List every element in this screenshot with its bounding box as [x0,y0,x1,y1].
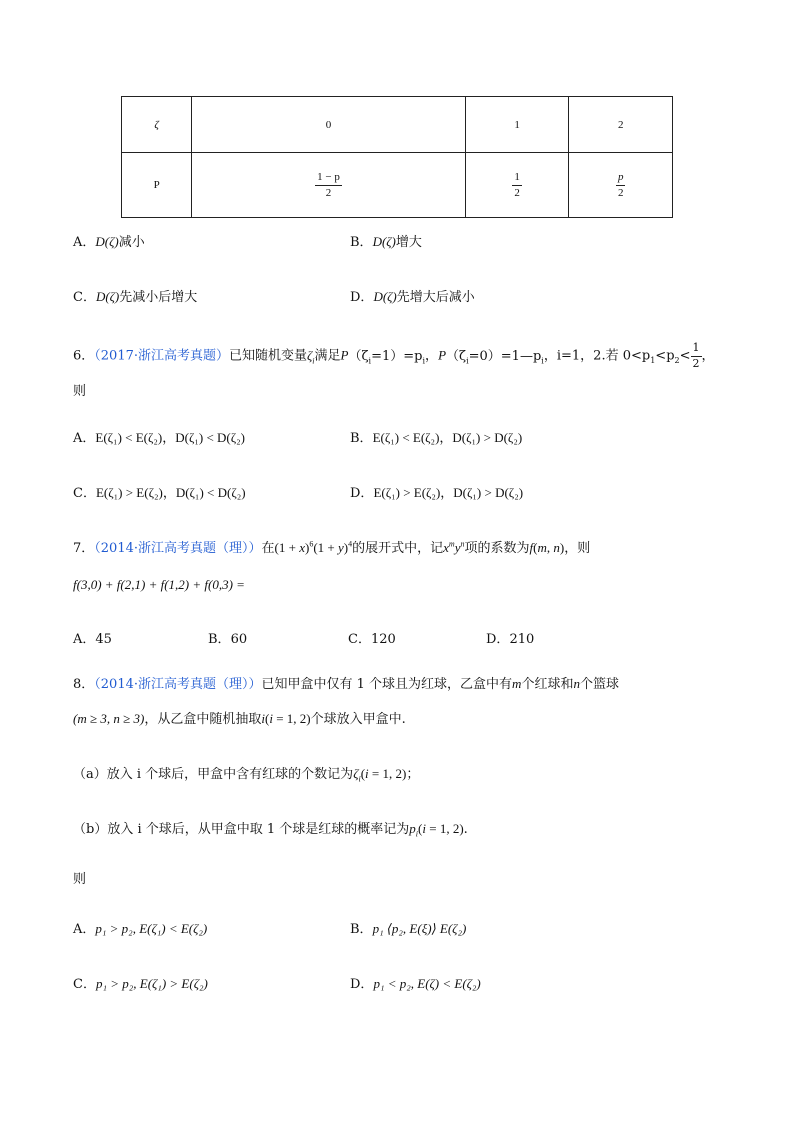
q8-option-c: C．p₁ > p₂, E(ζ₁) > E(ζ₂) [73,976,208,992]
table-cell [465,153,569,218]
table-row-probabilities [122,153,673,218]
q5-option-c: C．D(ζ)先减小后增大 [73,289,198,305]
q6-option-c: C．E(ζ₁) > E(ζ₂)，D(ζ₁) < D(ζ₂) [73,485,246,501]
q8-condition-a: （a）放入 i 个球后，甲盒中含有红球的个数记为$\zeta_i(i = 1$, 2)； [73,766,420,784]
table-cell: 0 [192,97,465,153]
fraction: $\frac{1}{2}$ [514,170,520,199]
q5-option-b: B．D(ζ)增大 [350,234,422,250]
q8-option-b: B．p₁ ⟨p₂, E(ξ)⟩ E(ζ₂) [350,921,467,937]
q6-option-a: A．E(ζ₁) < E(ζ₂)，D(ζ₁) < D(ζ₂) [73,430,246,446]
q8-option-d: D．p₁ < p₂, E(ζ) < E(ζ₂) [350,976,481,992]
q8-stem: 8．（2014·浙江高考真题（理））已知甲盒中仅有 1 个球且为红球，乙盒中有m个红球和n个篮球 [73,676,619,692]
q7-option-a: A．45 [73,632,112,647]
q7-option-b: B．60 [208,632,248,647]
fraction: $\frac{1 - p}{2}$ [317,170,340,199]
q7-option-c: C．120 [348,632,396,647]
table-cell: ζ [122,97,192,153]
q7-stem: 7．（2014·浙江高考真题（理））在$(1 + x)^6(1 + y)^4$的展开式中，记$x^my^n$项的系数为f(m, n)，则 [73,539,591,556]
q8-option-a: A．p₁ > p₂, E(ζ₁) < E(ζ₂) [73,921,208,937]
distribution-table [121,96,673,218]
fraction-half: $\frac{1}{2}$ [692,341,700,370]
q6-option-d: D．E(ζ₁) > E(ζ₂)，D(ζ₁) > D(ζ₂) [350,485,524,501]
q6-option-b: B．E(ζ₁) < E(ζ₂)，D(ζ₁) > D(ζ₂) [350,430,523,446]
q8-line2: (m ≥ 3, n ≥ 3)，从乙盒中随机抽取i(i = 1, 2)个球放入甲盒中. [73,711,406,727]
q5-option-d: D．D(ζ)先增大后减小 [350,289,475,305]
table-cell: 1 [465,97,569,153]
table-row-values [122,97,673,153]
q6-stem: 6．（2017·浙江高考真题）已知随机变量$\zeta_i$满足$P(\zeta_i=1)=p_i$，$P(\zeta_i=0)=1—p_i$，i=1，2.若 $0<p_1<p_2<$ $\frac{1}{2}$ ， [73,341,715,370]
q7-source: （2014·浙江高考真题（理）） [94,541,262,556]
table-cell [569,153,673,218]
q7-expression: f(3,0) + f(2,1) + f(1,2) + f(0,3) = [73,577,245,592]
q7-option-d: D．210 [486,632,535,647]
fraction: $\frac{p}{2}$ [617,170,624,199]
q6-source: （2017·浙江高考真题） [94,348,229,364]
table-cell: P [122,153,192,218]
q8-source: （2014·浙江高考真题（理）） [94,677,262,692]
q5-option-a: A．D(ζ)减小 [73,234,145,250]
q6-then: 则 [73,384,87,399]
q8-then: 则 [73,872,87,887]
table-cell: 2 [569,97,673,153]
q8-condition-b: （b）放入 i 个球后，从甲盒中取 1 个球是红球的概率记为$p_i(i = 1$, 2). [73,821,468,839]
table-cell [192,153,465,218]
